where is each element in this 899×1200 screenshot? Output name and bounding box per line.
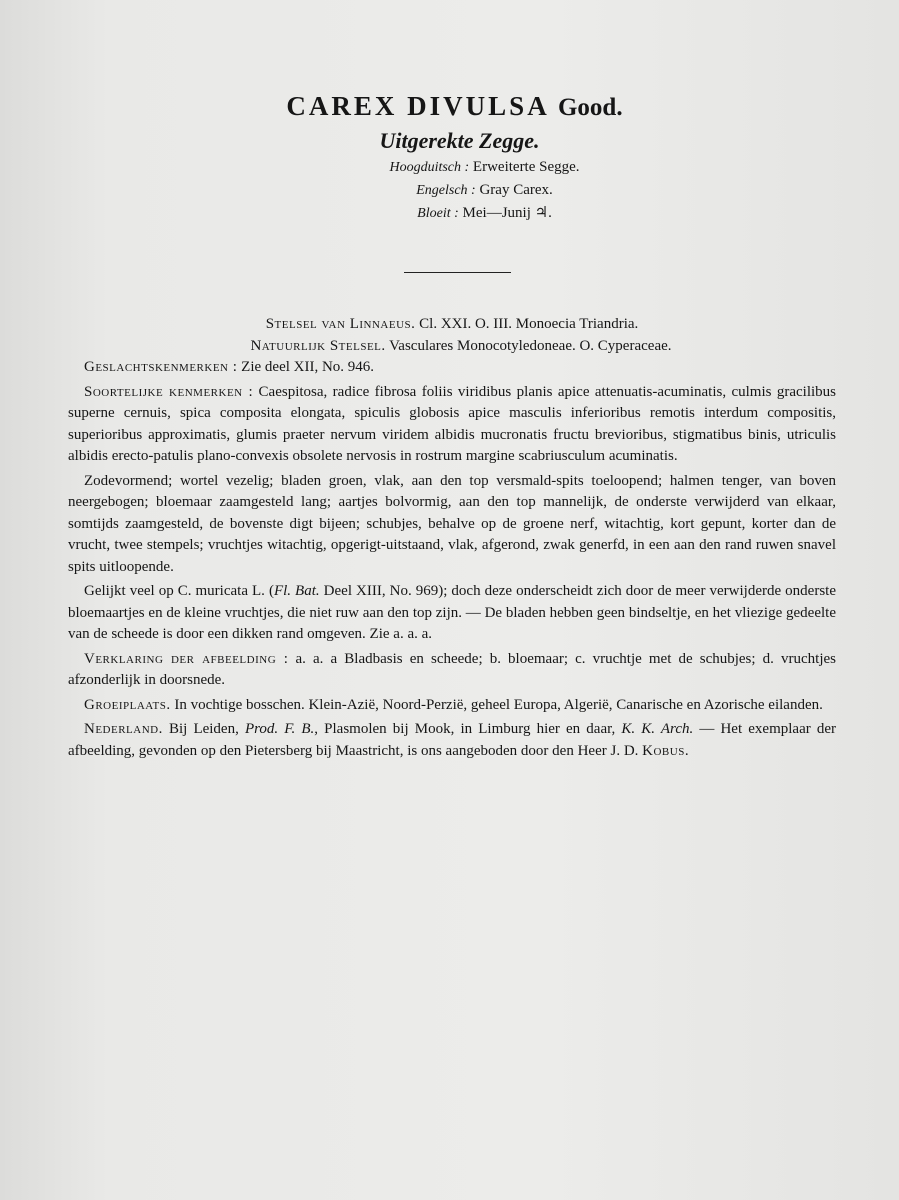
verklaring-label: Verklaring der afbeelding :	[84, 650, 289, 667]
stelsel-linnaeus-line	[68, 314, 836, 336]
natuurlijk-stelsel-label: Natuurlijk Stelsel.	[250, 337, 386, 354]
soortelijke-kenmerken-label: Soortelijke kenmerken :	[84, 383, 254, 400]
groeiplaats-text: In vochtige bosschen. Klein-Azië, Noord-Perzië, geheel Europa, Algerië, Canarische en Azorische eilanden.	[174, 696, 823, 713]
stelsel-linnaeus-text: Cl. XXI. O. III. Monoecia Triandria.	[419, 316, 639, 332]
geslachtskenmerken-label: Geslachtskenmerken :	[84, 359, 238, 375]
dutch-name: Uitgerekte Zegge.	[379, 128, 540, 153]
hoogduitsch-label: Hoogduitsch :	[389, 160, 470, 175]
document-header	[0, 88, 899, 225]
natuurlijk-stelsel-text: Vasculares Monocotyledoneae. O. Cyperaceae.	[389, 337, 672, 354]
geslachtskenmerken-paragraph	[68, 357, 836, 379]
groeiplaats-label: Groeiplaats.	[84, 696, 171, 713]
verklaring-paragraph	[68, 649, 836, 692]
engelsch-line	[70, 179, 899, 202]
vergelijking-text-1: Gelijkt veel op C. muricata L. (	[84, 583, 274, 599]
soortelijke-kenmerken-text: Caespitosa, radice fibrosa foliis viridibus planis apice attenuatis-acuminatis, culmis gracilibus superne cernuis, spica composita elongata, spiculis globosis apice masculis inferioribus remotis interdum compositis, superioribus approximatis, glumis praeter nervum viridem albidis mucronatis fructu brevioribus, stigmatibus binis, utriculis albidis erecto-patulis plano-convexis obsolete nervosis in rostrum margine scabriusculum acuminatis.	[68, 383, 837, 464]
nederland-paragraph	[68, 719, 836, 762]
natuurlijk-stelsel-line	[86, 336, 836, 358]
bloeit-value: Mei—Junij ♃.	[462, 205, 552, 221]
species-title	[10, 88, 899, 126]
nederland-text-1: Bij Leiden,	[168, 721, 245, 737]
nederland-text-3: — Het exemplaar der afbeelding, gevonden op den Pietersberg bij Maastricht, is ons aangeboden door den Heer J. D.	[68, 721, 836, 759]
vergelijking-reference: Fl. Bat.	[273, 583, 320, 599]
nederland-label: Nederland.	[84, 721, 163, 737]
nederland-reference-2: K. K. Arch.	[621, 721, 694, 737]
hoogduitsch-value: Erweiterte Segge.	[472, 159, 580, 175]
bloeit-line	[70, 202, 899, 225]
hoogduitsch-line	[70, 156, 899, 179]
document-body	[68, 314, 836, 765]
species-name: CAREX DIVULSA	[286, 91, 549, 121]
divider-rule	[404, 272, 511, 273]
verklaring-text: a. a. a Bladbasis en scheede; b. bloemaar; c. vruchtje met de schubjes; d. vruchtjes afzonderlijk in doorsnede.	[68, 650, 836, 688]
beschrijving-paragraph: Zodevormend; wortel vezelig; bladen groen, vlak, aan den top versmald-spits toeloopend; halmen tenger, van boven neergebogen; bloemaar zaamgesteld lang; aartjes bolvormig, aan den top mannelijk, de onderste verwijderd van elkaar, somtijds zaamgesteld, de bovenste digt bijeen; schubjes, behalve op de groene nerf, witachtig, kort gepunt, korter dan de vrucht, twee stempels; vruchtjes witachtig, opgerigt-uitstaand, vlak, afgerond, zwak generfd, in een aan den rand ruwen snavel spits uitloopende.	[68, 472, 836, 575]
stelsel-linnaeus-label: Stelsel van Linnaeus.	[265, 316, 416, 332]
nederland-reference-1: Prod. F. B.	[244, 721, 315, 737]
groeiplaats-paragraph	[68, 695, 836, 717]
bloeit-label: Bloeit :	[417, 206, 459, 221]
soortelijke-kenmerken-paragraph	[68, 382, 836, 468]
vergelijking-paragraph	[68, 581, 836, 646]
vergelijking-text-2: Deel XIII, No. 969); doch deze onderscheidt zich door de meer verwijderde onderste bloemaartjes en de kleine vruchtjes, die niet ruw aan den top zijn. — De bladen hebben geen bindseltje, en het vliezige gedeelte van de scheede is door een dikken rand omgeven. Zie a. a. a.	[68, 583, 836, 642]
geslachtskenmerken-text: Zie deel XII, No. 946.	[241, 359, 375, 375]
engelsch-value: Gray Carex.	[479, 182, 553, 198]
nederland-donor-name: Kobus.	[642, 742, 690, 759]
engelsch-label: Engelsch :	[416, 183, 476, 198]
nederland-text-2: , Plasmolen bij Mook, in Limburg hier en daar,	[314, 721, 622, 737]
species-author: Good.	[557, 94, 623, 121]
